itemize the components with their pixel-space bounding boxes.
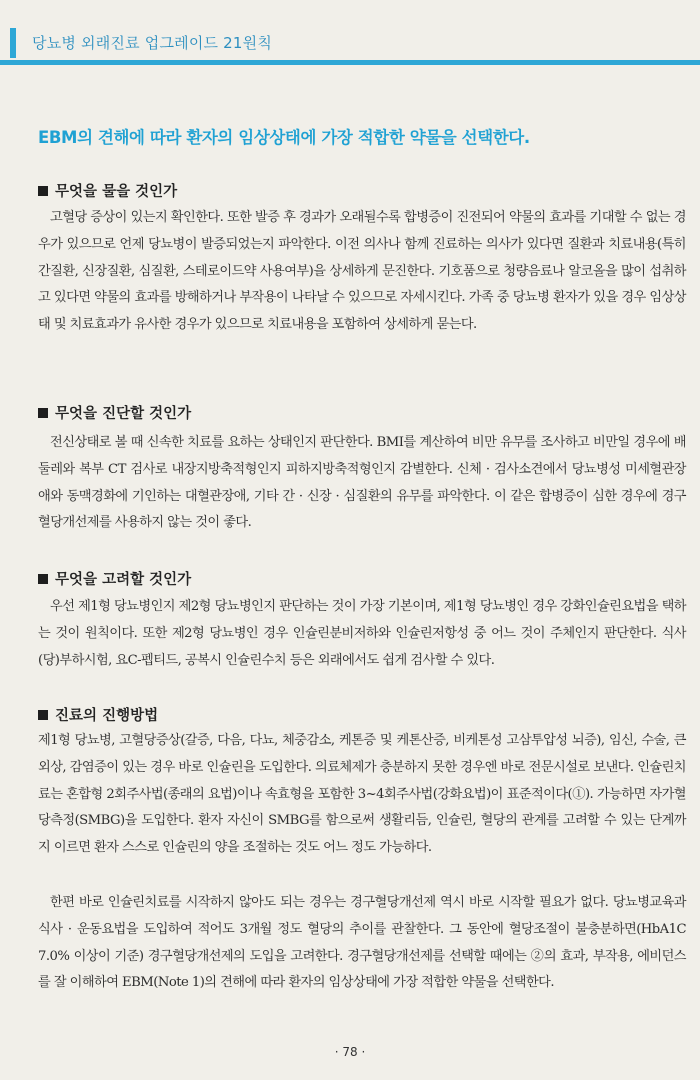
page-headline: EBM의 견해에 따라 환자의 임상상태에 가장 적합한 약물을 선택한다.	[38, 128, 530, 147]
section-4-paragraph-2: 한편 바로 인슐린치료를 시작하지 않아도 되는 경우는 경구혈당개선제 역시 바로 시작할 필요가 없다. 당뇨병교육과 식사 · 운동요법을 도입하여 적어도 3개월 정도 혈당의 추이를 관찰한다. 그 동안에 혈당조절이 불충분하면(HbA1C 7.0% 이상이 기준) 경구혈당개선제의 도입을 고려한다. 경구혈당개선제를 선택할 때에는 ②의 효과, 부작용, 에비던스를 잘 이해하여 EBM(Note 1)의 견해에 따라 환자의 임상상태에 가장 적합한 약물을 선택한다.	[38, 895, 686, 991]
running-header	[0, 22, 700, 66]
section-heading-1	[38, 180, 177, 201]
section-heading-3	[38, 568, 191, 589]
section-heading-2	[38, 402, 191, 423]
section-heading-text: 무엇을 고려할 것인가	[55, 572, 192, 588]
show-through-text	[100, 158, 670, 196]
section-heading-text: 무엇을 물을 것인가	[55, 184, 178, 200]
section-2-paragraph: 전신상태로 볼 때 신속한 치료를 요하는 상태인지 판단한다. BMI를 계산하여 비만 유무를 조사하고 비만일 경우에 배 둘레와 복부 CT 검사로 내장지방축적형인지 피하지방축적형인지 감별한다. 신체 · 검사소견에서 당뇨병성 미세혈관장애와 동맥경화에 기인하는 대혈관장애, 기타 간 · 신장 · 심질환의 유무를 파악한다. 이 같은 합병증이 심한 경우에 경구혈당개선제를 사용하지 않는 것이 좋다.	[38, 435, 686, 531]
section-1-paragraph: 고혈당 증상이 있는지 확인한다. 또한 발증 후 경과가 오래될수록 합병증이 진전되어 약물의 효과를 기대할 수 없는 경우가 있으므로 언제 당뇨병이 발증되었는지 파악한다. 이전 의사나 함께 진료하는 의사가 있다면 질환과 치료내용(특히 간질환, 신장질환, 심질환, 스테로이드약 사용여부)을 상세하게 문진한다. 기호품으로 청량음료나 알코올을 많이 섭취하고 있다면 약물의 효과를 방해하거나 부작용이 나타날 수 있으므로 자세시킨다. 가족 중 당뇨병 환자가 있을 경우 임상상태 및 치료효과가 유사한 경우가 있으므로 치료내용을 포함하여 상세하게 묻는다.	[38, 210, 686, 333]
section-3-paragraph: 우선 제1형 당뇨병인지 제2형 당뇨병인지 판단하는 것이 가장 기본이며, 제1형 당뇨병인 경우 강화인슐린요법을 택하는 것이 원칙이다. 또한 제2형 당뇨병인 경우 인슐린분비저하와 인슐린저항성 중 어느 것이 주체인지 판단한다. 식사(당)부하시험, 요C-펩티드, 공복시 인슐린수치 등은 외래에서도 쉽게 검사할 수 있다.	[38, 599, 686, 668]
header-title: 당뇨병 외래진료 업그레이드 21원칙	[32, 34, 273, 52]
square-bullet-icon	[38, 408, 48, 418]
square-bullet-icon	[38, 574, 48, 584]
section-heading-4	[38, 704, 158, 725]
section-heading-text: 진료의 진행방법	[55, 708, 159, 724]
section-heading-text: 무엇을 진단할 것인가	[55, 406, 192, 422]
header-rule	[0, 60, 700, 65]
page-number: · 78 ·	[334, 1045, 366, 1059]
section-4-paragraph-1: 제1형 당뇨병, 고혈당증상(갈증, 다음, 다뇨, 체중감소, 케톤증 및 케톤산증, 비케톤성 고삼투압성 뇌증), 임신, 수술, 큰 외상, 감염증이 있는 경우 바로 인슐린을 도입한다. 의료체제가 충분하지 못한 경우엔 바로 전문시설로 보낸다. 인슐린치료는 혼합형 2회주사법(종래의 요법)이나 속효형을 포함한 3~4회주사법(강화요법)이 표준적이다(①). 가능하면 자가혈당측정(SMBG)을 도입한다. 환자 자신이 SMBG를 함으로써 생활리듬, 인슐린, 혈당의 관계를 고려할 수 있는 단계까지 이르면 환자 스스로 인슐린의 양을 조절하는 것도 어느 정도 가능하다.	[38, 733, 686, 856]
square-bullet-icon	[38, 186, 48, 196]
square-bullet-icon	[38, 710, 48, 720]
header-accent-bar	[10, 28, 16, 58]
